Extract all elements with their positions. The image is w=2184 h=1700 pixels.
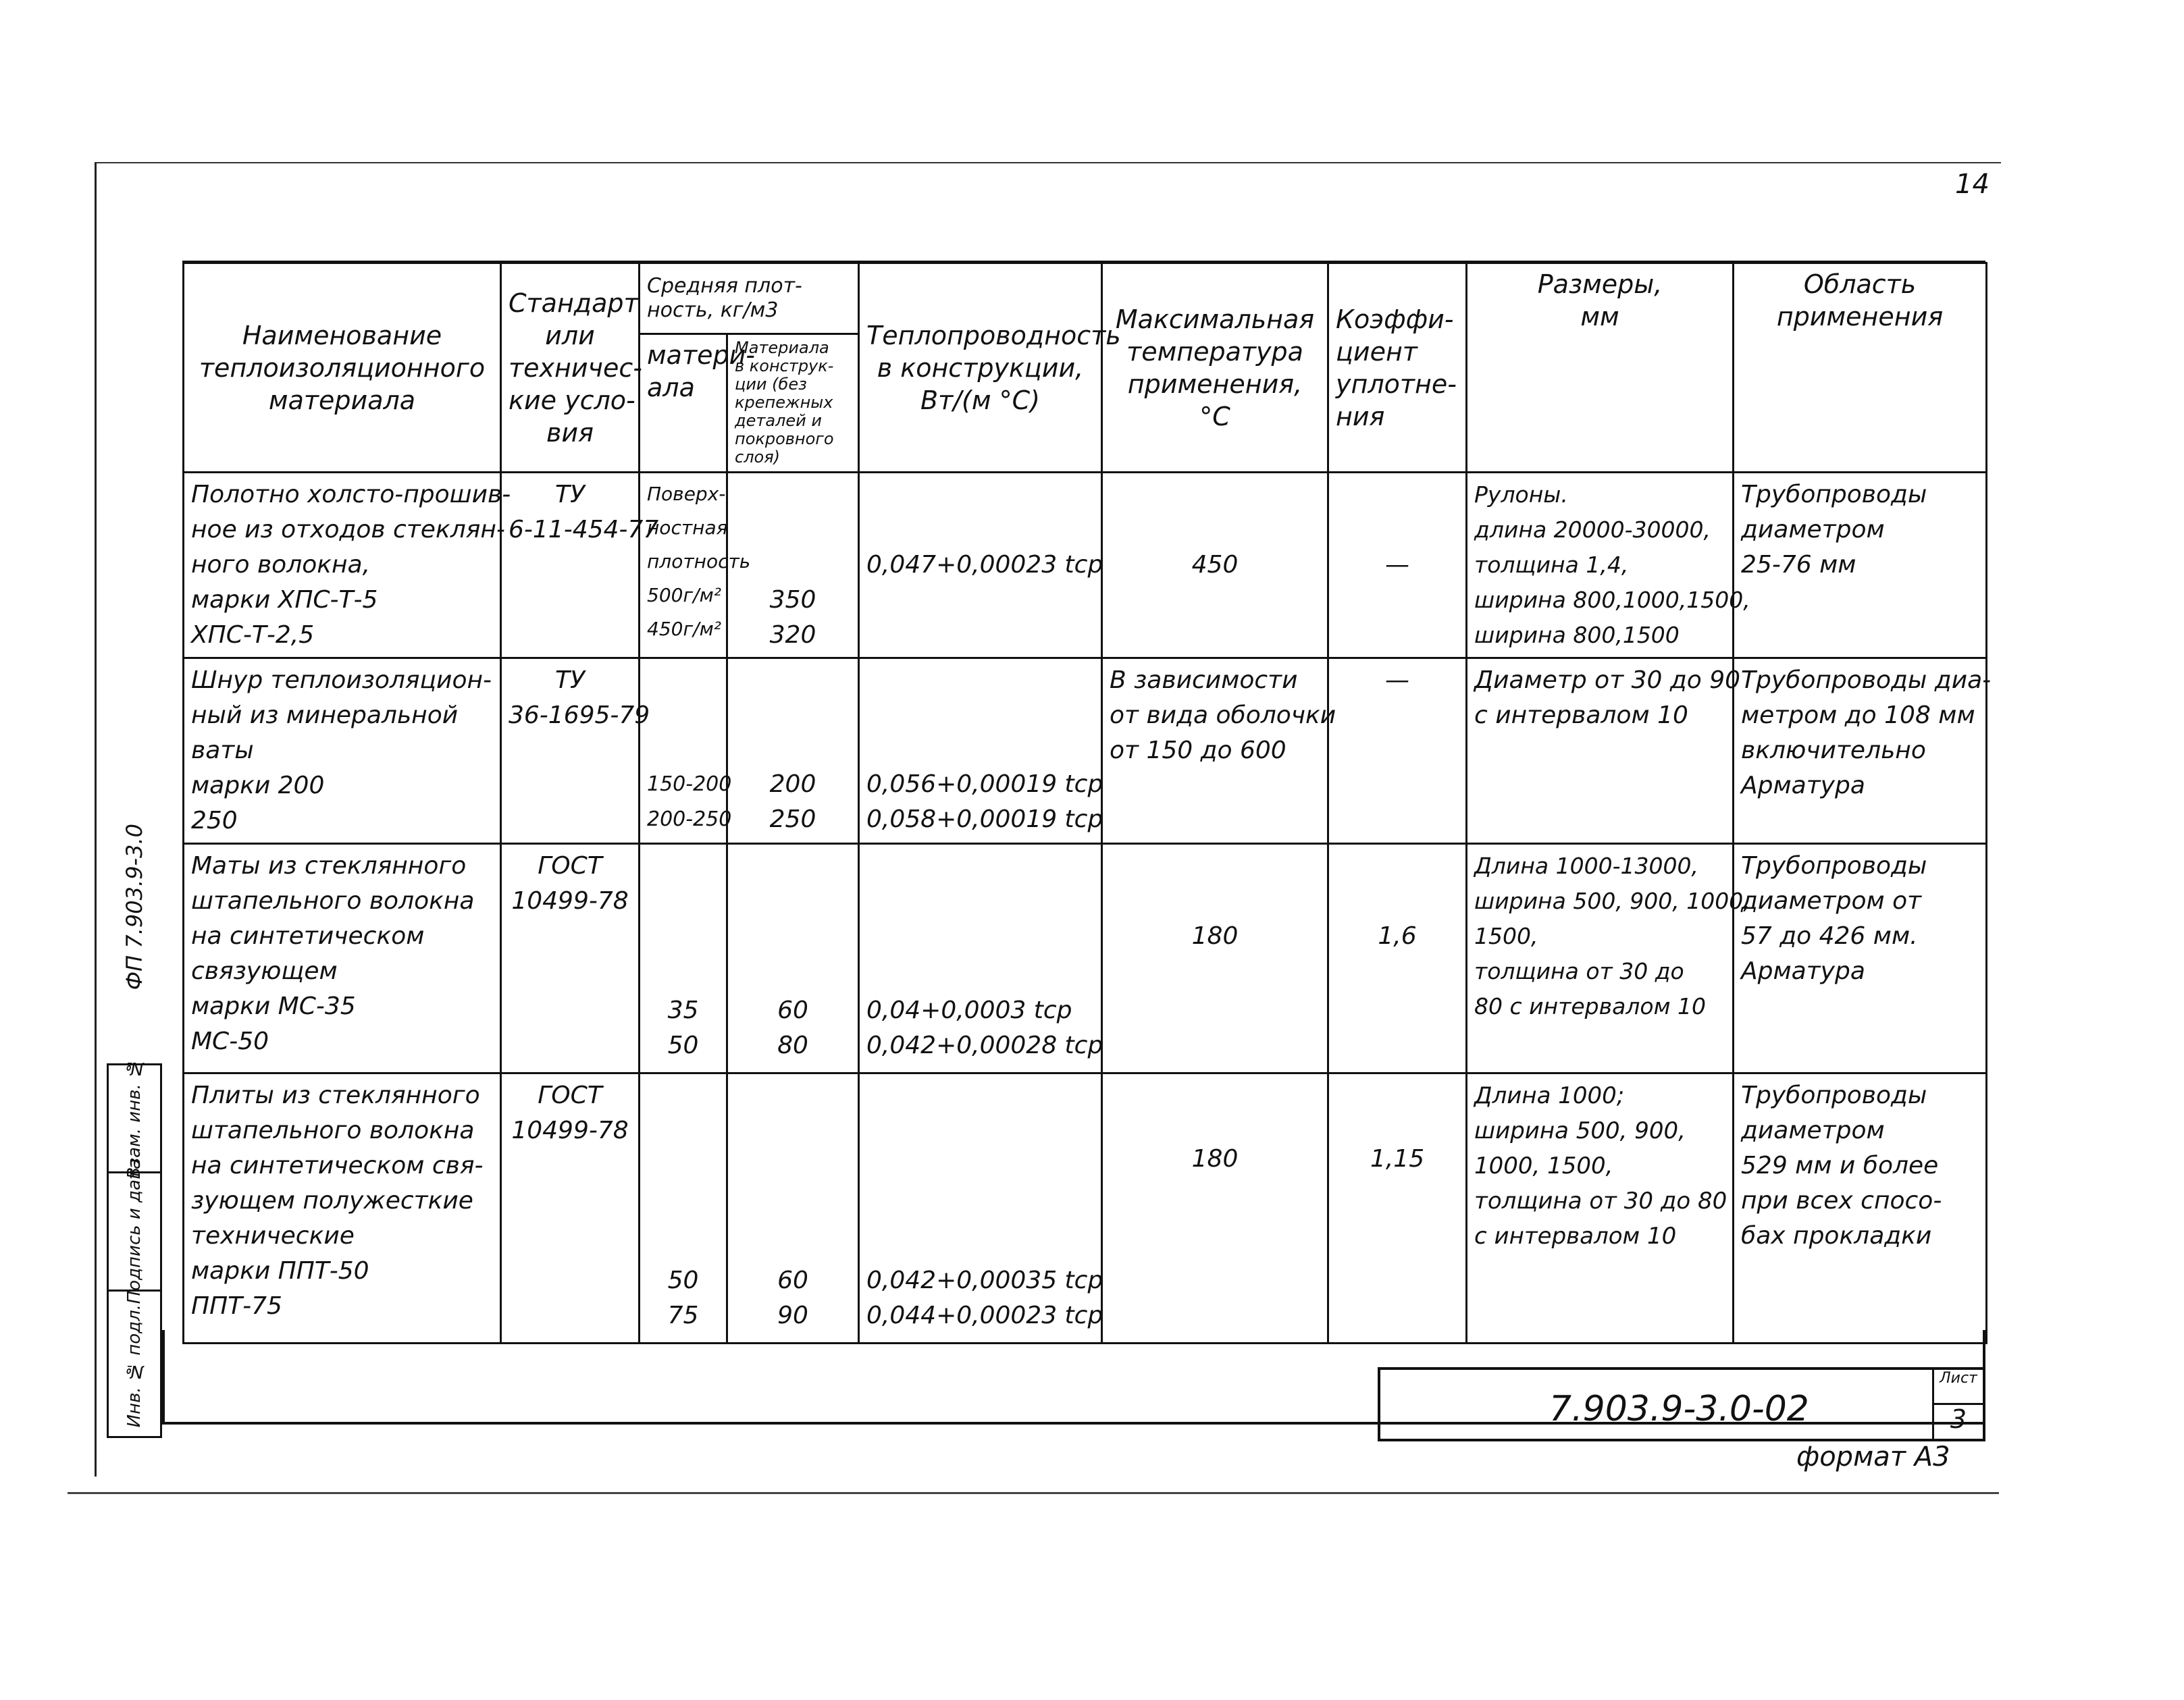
text-line: циент	[1336, 336, 1418, 367]
text-line: на синтетическом свя-	[191, 1152, 484, 1179]
sheet-value: 3	[1950, 1404, 1967, 1434]
text-line: кие усло-	[509, 385, 635, 415]
text-line: техничес-	[509, 352, 642, 383]
row-dimensions	[1467, 844, 1750, 1073]
text-line: ширина 500, 900, 1000,	[1474, 888, 1750, 914]
text-line: мм	[1580, 302, 1619, 331]
text-line: 500г/м²	[647, 584, 721, 606]
materials-table	[182, 262, 1992, 1344]
text-line: деталей и	[735, 411, 822, 430]
row-application	[1734, 844, 1987, 1073]
text-line: —	[1385, 666, 1410, 694]
text-line: Диаметр от 30 до 90	[1474, 666, 1741, 694]
text-line: слоя)	[735, 448, 781, 467]
text-line: ный из минеральной	[191, 701, 459, 729]
text-line: ГОСТ	[538, 852, 602, 880]
row-coefficient	[1328, 658, 1467, 844]
table-row	[184, 473, 1987, 658]
text-line: Рулоны.	[1474, 481, 1568, 508]
text-line: 25-76 мм	[1741, 551, 1856, 579]
text-line: ГОСТ	[538, 1082, 602, 1109]
text-line: 0,058+0,00019 tср	[866, 805, 1103, 833]
row-density-material	[640, 473, 751, 658]
row-density-construction	[727, 844, 859, 1073]
row-application	[1734, 658, 1992, 844]
text-line: марки ППТ-50	[191, 1257, 369, 1285]
text-line: Вт/(м °С)	[920, 385, 1040, 415]
text-line: Теплопроводность	[866, 320, 1121, 350]
text-line: Наименование	[242, 320, 442, 350]
text-line: °С	[1199, 401, 1230, 431]
text-line: длина 20000-30000,	[1474, 516, 1711, 543]
text-line: ширина 800,1000,1500,	[1474, 587, 1750, 613]
text-line: ность, кг/м3	[647, 298, 779, 322]
row-standard	[501, 844, 640, 1073]
row-standard	[501, 473, 659, 658]
text-line: плотность	[647, 550, 751, 573]
header-density-material	[640, 334, 755, 473]
text-line: от 150 до 600	[1110, 737, 1286, 764]
row-density-material	[640, 658, 732, 844]
text-line: Шнур теплоизоляцион-	[191, 666, 492, 694]
text-line: 90	[777, 1302, 808, 1329]
text-line: ваты	[191, 737, 254, 764]
header-conductivity	[859, 263, 1121, 473]
side-stamp-cell: Взам. инв. №	[109, 1065, 160, 1173]
header-standard	[501, 263, 640, 473]
text-line: ХПС-Т-2,5	[191, 621, 315, 649]
bottom-line	[68, 1492, 1999, 1494]
text-line: Полотно холсто-прошив-	[191, 481, 511, 508]
text-line: матери-	[647, 340, 755, 370]
side-stamp-cell: Подпись и дата	[109, 1173, 160, 1292]
header-name	[184, 263, 501, 473]
text-line: 50	[667, 1032, 699, 1059]
text-line: 80 с интервалом 10	[1474, 993, 1706, 1019]
text-line: температура	[1126, 336, 1303, 367]
header-density-construction	[727, 334, 859, 473]
text-line: диаметром	[1741, 1117, 1885, 1144]
text-line: ала	[647, 373, 695, 402]
side-stamp-cell: Инв. № подл.	[124, 1304, 145, 1428]
text-line: бах прокладки	[1741, 1222, 1932, 1250]
row-density-material	[640, 844, 727, 1073]
text-line: 6-11-454-77	[509, 516, 659, 543]
header-density	[640, 263, 859, 334]
text-line: теплоизоляционного	[199, 352, 486, 383]
text-line: на синтетическом	[191, 922, 425, 950]
text-line: 200	[769, 770, 816, 798]
sheet-cell	[1932, 1370, 1983, 1439]
text-line: ширина 500, 900,	[1474, 1117, 1686, 1144]
text-line: 250	[769, 805, 816, 833]
text-line: применения,	[1127, 369, 1303, 399]
text-line: диаметром от	[1741, 887, 1922, 915]
row-density-material	[640, 1073, 727, 1344]
text-line: 320	[769, 621, 816, 649]
text-line: марки 200	[191, 772, 325, 799]
text-line: ширина 800,1500	[1474, 622, 1680, 648]
text-line: при всех спосо-	[1741, 1187, 1942, 1215]
text-line: 350	[769, 586, 816, 614]
text-line: или	[545, 320, 595, 350]
text-line: Арматура	[1741, 957, 1865, 985]
row-dimensions	[1467, 658, 1741, 844]
text-line: ТУ	[555, 481, 585, 508]
text-line: Трубопроводы	[1741, 481, 1927, 508]
text-line: в конструк-	[735, 356, 834, 375]
text-line: Трубопроводы диа-	[1741, 666, 1992, 694]
table-row	[184, 1073, 1987, 1344]
text-line: МС-50	[191, 1028, 269, 1055]
text-line: 1000, 1500,	[1474, 1152, 1613, 1179]
page-number: 14	[1955, 169, 1990, 200]
text-line: 0,04+0,0003 tср	[866, 997, 1072, 1024]
row-density-construction	[727, 658, 859, 844]
side-stamp	[107, 1057, 162, 1438]
text-line: толщина от 30 до 80	[1474, 1188, 1727, 1215]
text-line: 250	[191, 807, 238, 834]
row-max-temp	[1102, 844, 1328, 1073]
text-line: вия	[546, 417, 594, 448]
row-name	[184, 473, 511, 658]
row-dimensions	[1467, 1073, 1734, 1344]
header-max-temp	[1102, 263, 1328, 473]
text-line: 0,042+0,00035 tср	[866, 1267, 1103, 1294]
sheet-label: Лист	[1934, 1370, 1983, 1405]
text-line: 200-250	[647, 807, 732, 831]
text-line: ного волокна,	[191, 551, 371, 579]
text-line: —	[1385, 551, 1410, 579]
row-density-construction	[727, 1073, 859, 1344]
text-line: от вида оболочки	[1110, 701, 1336, 729]
text-line: ППТ-75	[191, 1292, 282, 1320]
row-max-temp	[1102, 473, 1328, 658]
text-line: 1,6	[1378, 922, 1417, 950]
text-line: покровного	[735, 429, 834, 448]
text-line: 50	[667, 1267, 699, 1294]
text-line: ции (без	[735, 375, 807, 394]
text-line: Трубопроводы	[1741, 852, 1927, 880]
row-dimensions	[1467, 473, 1750, 658]
text-line: 450	[1191, 551, 1239, 579]
text-line: Длина 1000-13000,	[1474, 853, 1698, 879]
text-line: Длина 1000;	[1474, 1082, 1625, 1109]
text-line: толщина 1,4,	[1474, 552, 1629, 578]
header-coefficient	[1328, 263, 1467, 473]
text-line: толщина от 30 до	[1474, 958, 1684, 984]
header-application	[1734, 263, 1987, 473]
text-line: ное из отходов стеклян-	[191, 516, 505, 543]
text-line: связующем	[191, 957, 338, 985]
text-line: марки МС-35	[191, 992, 356, 1020]
text-line: уплотне-	[1336, 369, 1457, 399]
text-line: 10499-78	[511, 1117, 629, 1144]
text-line: 36-1695-79	[509, 701, 650, 729]
text-line: Размеры,	[1537, 269, 1663, 299]
text-line: 1,15	[1370, 1145, 1425, 1173]
title-stamp	[1378, 1367, 1985, 1441]
text-line: метром до 108 мм	[1741, 701, 1975, 729]
row-standard	[501, 658, 650, 844]
row-coefficient	[1328, 1073, 1467, 1344]
text-line: 450г/м²	[647, 618, 721, 640]
text-line: 0,056+0,00019 tср	[866, 770, 1103, 798]
text-line: штапельного волокна	[191, 1117, 475, 1144]
text-line: 180	[1191, 1145, 1239, 1173]
text-line: 0,044+0,00023 tср	[866, 1302, 1103, 1329]
row-max-temp	[1102, 658, 1336, 844]
text-line: крепежных	[735, 393, 833, 412]
text-line: с интервалом 10	[1474, 701, 1688, 729]
text-line: Область	[1803, 269, 1917, 299]
row-max-temp	[1102, 1073, 1328, 1344]
text-line: 60	[777, 1267, 808, 1294]
text-line: 0,042+0,00028 tср	[866, 1032, 1103, 1059]
text-line: Материала	[735, 338, 829, 357]
text-line: Трубопроводы	[1741, 1082, 1927, 1109]
text-line: 0,047+0,00023 tср	[866, 551, 1103, 579]
text-line: 80	[777, 1032, 808, 1059]
row-name	[184, 658, 501, 844]
row-name	[184, 844, 501, 1073]
text-line: штапельного волокна	[191, 887, 475, 915]
row-coefficient	[1328, 844, 1467, 1073]
text-line: диаметром	[1741, 516, 1885, 543]
row-conductivity	[859, 473, 1102, 658]
text-line: ностная	[647, 516, 728, 539]
side-document-id: ФП 7.903.9-3.0	[122, 824, 147, 990]
text-line: 35	[667, 997, 699, 1024]
text-line: Стандарт	[509, 288, 639, 318]
row-application	[1734, 1073, 1987, 1344]
text-line: 60	[777, 997, 808, 1024]
text-line: 1500,	[1474, 923, 1538, 949]
format-label: формат А3	[1796, 1441, 1950, 1472]
text-line: технические	[191, 1222, 355, 1250]
text-line: в конструкции,	[877, 352, 1084, 383]
row-conductivity	[859, 658, 1102, 844]
table-row	[184, 658, 1987, 844]
text-line: зующем полужесткие	[191, 1187, 473, 1215]
row-conductivity	[859, 1073, 1102, 1344]
table-top-band	[182, 203, 1985, 263]
row-conductivity	[859, 844, 1102, 1073]
text-line: Максимальная	[1115, 304, 1315, 334]
text-line: 529 мм и более	[1741, 1152, 1939, 1179]
text-line: с интервалом 10	[1474, 1223, 1677, 1250]
header-dimensions	[1467, 263, 1734, 473]
text-line: 10499-78	[511, 887, 629, 915]
row-name	[184, 1073, 501, 1344]
text-line: ТУ	[555, 666, 585, 694]
text-line: Плиты из стеклянного	[191, 1082, 480, 1109]
text-line: 57 до 426 мм.	[1741, 922, 1918, 950]
text-line: материала	[268, 385, 416, 415]
row-application	[1734, 473, 1987, 658]
table-row	[184, 844, 1987, 1073]
text-line: ния	[1336, 401, 1385, 431]
text-line: включительно	[1741, 737, 1926, 764]
row-coefficient	[1328, 473, 1467, 658]
text-line: 75	[667, 1302, 699, 1329]
text-line: Маты из стеклянного	[191, 852, 467, 880]
text-line: Поверх-	[647, 483, 726, 505]
text-line: 180	[1191, 922, 1239, 950]
text-line: применения	[1776, 302, 1944, 331]
text-line: Коэффи-	[1336, 304, 1454, 334]
text-line: Средняя плот-	[647, 274, 802, 298]
text-line: Арматура	[1741, 772, 1865, 799]
text-line: 150-200	[647, 772, 732, 796]
text-line: В зависимости	[1110, 666, 1298, 694]
row-standard	[501, 1073, 640, 1344]
document-code: 7.903.9-3.0-02	[1549, 1389, 1809, 1429]
text-line: марки ХПС-Т-5	[191, 586, 378, 614]
